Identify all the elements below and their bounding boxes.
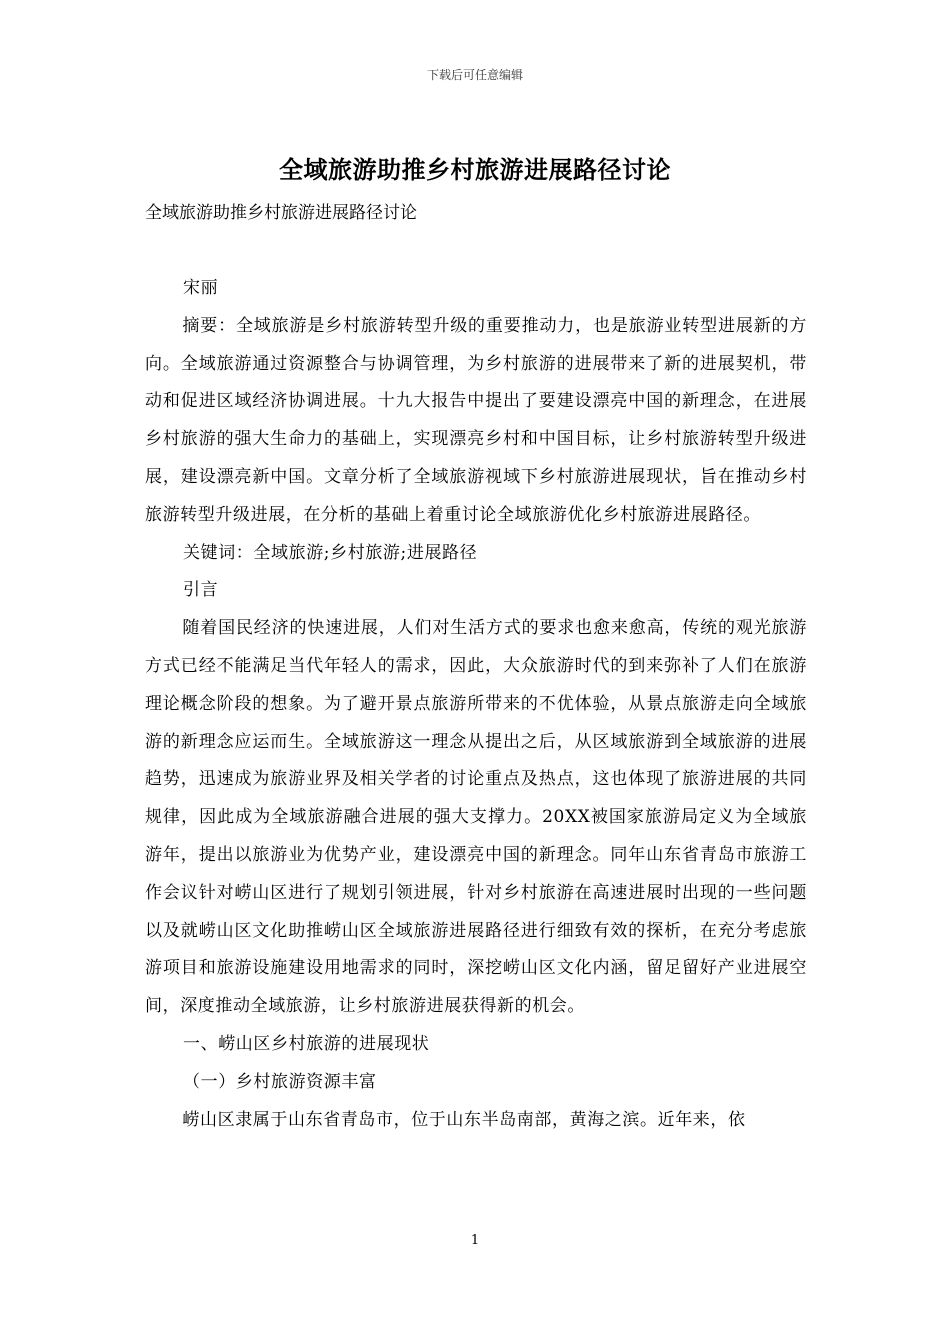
- intro-heading: 引言: [183, 580, 219, 601]
- document-title: 全域旅游助推乡村旅游进展路径讨论: [279, 155, 671, 184]
- keywords: 关键词：全域旅游;乡村旅游;进展路径: [183, 542, 478, 563]
- section-heading: 一、崂山区乡村旅游的进展现状: [183, 1033, 430, 1054]
- header-note: 下载后可任意编辑: [426, 68, 523, 82]
- author: 宋丽: [183, 278, 219, 298]
- abstract-paragraph: 摘要：全域旅游是乡村旅游转型升级的重要推动力，也是旅游业转型进展新的方向。全域旅游通过资源整合与协调管理，为乡村旅游的进展带来了新的进展契机，带动和促进区域经济协调进展。十九大报告中提出了要建设漂亮中国的新理念，在进展乡村旅游的强大生命力的基础上，实现漂亮乡村和中国目标，让乡村旅游转型升级进展，建设漂亮新中国。文章分析了全域旅游视域下乡村旅游进展现状，旨在推动乡村旅游转型升级进展，在分析的基础上着重讨论全域旅游优化乡村旅游进展路径。: [145, 315, 807, 525]
- section-paragraph: 崂山区隶属于山东省青岛市，位于山东半岛南部，黄海之滨。近年来，依: [182, 1109, 746, 1130]
- document-subtitle: 全域旅游助推乡村旅游进展路径讨论: [145, 203, 417, 223]
- document-body: [145, 270, 807, 1139]
- subsection-heading: （一）乡村旅游资源丰富: [183, 1071, 377, 1092]
- page-number: 1: [470, 1233, 480, 1248]
- intro-paragraph: 随着国民经济的快速进展，人们对生活方式的要求也愈来愈高，传统的观光旅游方式已经不能满足当代年轻人的需求，因此，大众旅游时代的到来弥补了人们在旅游理论概念阶段的想象。为了避开景点旅游所带来的不优体验，从景点旅游走向全域旅游的新理念应运而生。全域旅游这一理念从提出之后，从区域旅游到全域旅游的进展趋势，迅速成为旅游业界及相关学者的讨论重点及热点，这也体现了旅游进展的共同规律，因此成为全域旅游融合进展的强大支撑力。20XX被国家旅游局定义为全域旅游年，提出以旅游业为优势产业，建设漂亮中国的新理念。同年山东省青岛市旅游工作会议针对崂山区进行了规划引领进展，针对乡村旅游在高速进展时出现的一些问题以及就崂山区文化助推崂山区全域旅游进展路径进行细致有效的探析，在充分考虑旅游项目和旅游设施建设用地需求的同时，深挖崂山区文化内涵，留足留好产业进展空间，深度推动全域旅游，让乡村旅游进展获得新的机会。: [145, 618, 807, 1017]
